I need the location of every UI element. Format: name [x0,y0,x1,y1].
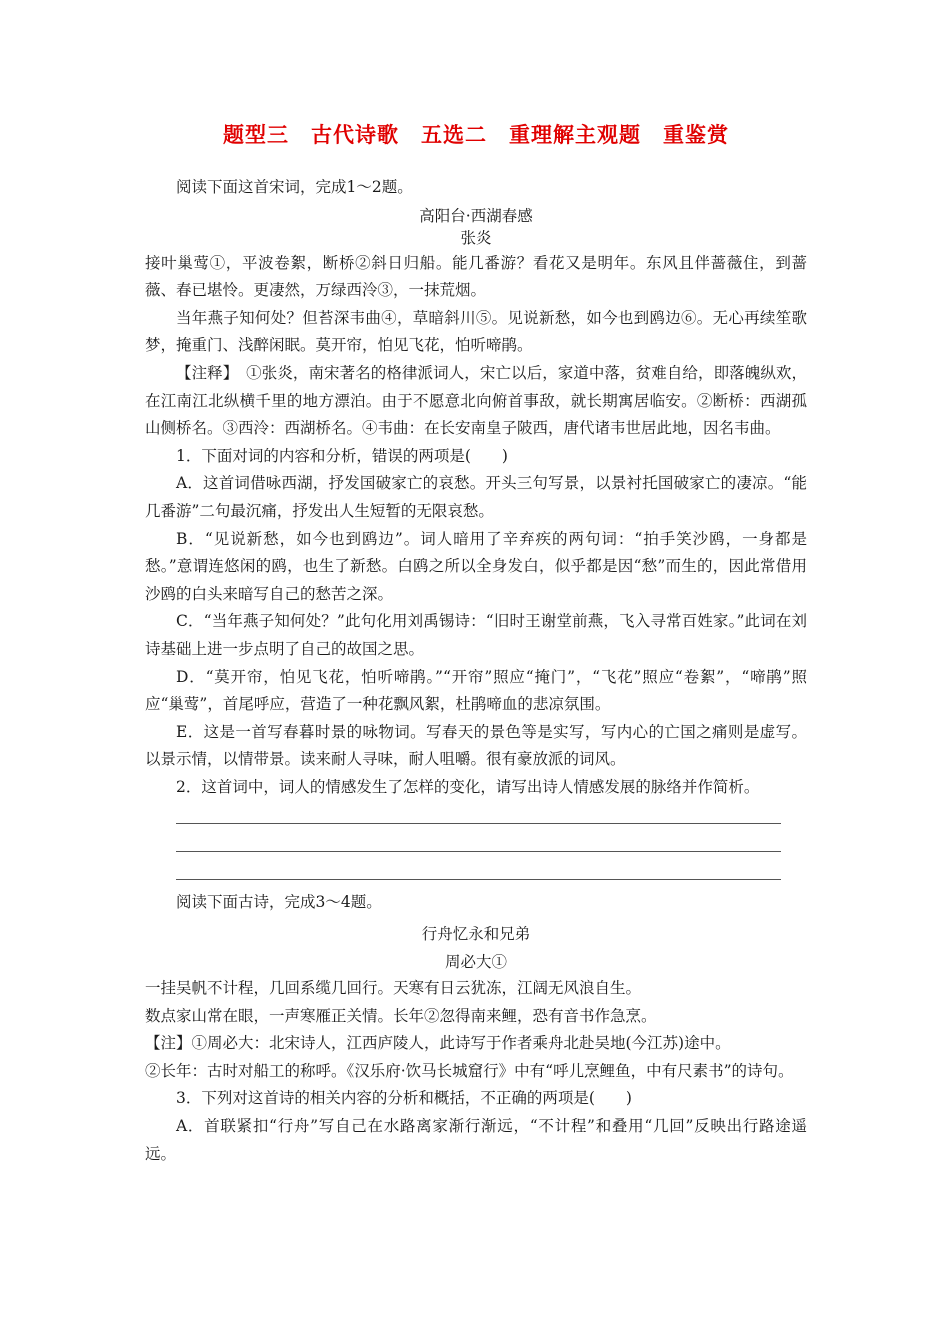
question-1-option-c: C．“当年燕子知何处？”此句化用刘禹锡诗：“旧时王谢堂前燕，飞入寻常百姓家。”此词在刘诗基础上进一步点明了自己的故国之思。 [145,612,807,658]
answer-line-3[interactable] [145,857,807,885]
poem2-author: 周必大① [444,953,507,972]
answer-line-1[interactable] [145,801,807,829]
answer-line-2[interactable] [145,829,807,857]
question-1-option-a: A．这首词借咏西湖，抒发国破家亡的哀愁。开头三句写景，以景衬托国破家亡的凄凉。“能几番游”二句最沉痛，抒发出人生短暂的无限哀愁。 [145,474,807,520]
poem2-line1: 一挂吴帆不计程，几回系缆几回行。天寒有日云犹冻，江阔无风浪自生。 [145,979,642,998]
poem2-note1: 【注】①周必大：北宋诗人，江西庐陵人，此诗写于作者乘舟北赴吴地(今江苏)途中。 [145,1034,731,1053]
poem1-stanza1: 接叶巢莺①，平波卷絮，断桥②斜日归船。能几番游？看花又是明年。东风且伴蔷薇住，到蔷薇、春已堪怜。更凄然，万绿西泠③，一抹荒烟。 [145,253,807,300]
poem1-stanza2: 当年燕子知何处？但苔深韦曲④，草暗斜川⑤。见说新愁，如今也到鸥边⑥。无心再续笙歌梦，掩重门、浅醉闲眠。莫开帘，怕见飞花，怕听啼鹃。 [145,308,807,355]
section1-intro: 阅读下面这首宋词，完成1～2题。 [176,178,413,196]
poem1-title: 高阳台·西湖春感 [419,206,533,225]
question-3-option-a: A．首联紧扣“行舟”写自己在水路离家渐行渐远，“不计程”和叠用“几回”反映出行路途遥远。 [145,1117,807,1163]
page-title: 题型三 古代诗歌 五选二 重理解主观题 重鉴赏 [223,122,729,147]
poem2-line2: 数点家山常在眼，一声寒雁正关情。长年②忽得南来鲤，恐有音书作急烹。 [145,1006,657,1025]
document-page [145,118,807,1168]
poem1-author: 张炎 [460,228,492,247]
poem2-note2: ②长年：古时对船工的称呼。《汉乐府·饮马长城窟行》中有“呼儿烹鲤鱼，中有尺素书”的诗句。 [145,1061,794,1080]
poem2-title: 行舟忆永和兄弟 [421,925,531,944]
question-1: 1．下面对词的内容和分析，错误的两项是( ) [176,446,508,465]
poem1-note: 【注释】 ①张炎，南宋著名的格律派词人，宋亡以后，家道中落，贫难自给，即落魄纵欢，在江南江北纵横千里的地方漂泊。由于不愿意北向俯首事敌，就长期寓居临安。②断桥：西湖孤山侧桥名。③西泠：西湖桥名。④韦曲：在长安南皇子陂西，唐代诸韦世居此地，因名韦曲。 [145,363,807,438]
question-1-option-e: E．这是一首写春暮时景的咏物词。写春天的景色等是实写，写内心的亡国之痛则是虚写。以景示情，以情带景。读来耐人寻味，耐人咀嚼。很有豪放派的词风。 [145,722,807,769]
question-1-option-d: D．“莫开帘，怕见飞花，怕听啼鹃。”“开帘”照应“掩门”，“飞花”照应“卷絮”，“啼鹃”照应“巢莺”，首尾呼应，营造了一种花飘风絮，杜鹃啼血的悲凉氛围。 [145,667,807,714]
section2-intro: 阅读下面古诗，完成3～4题。 [176,893,382,912]
question-1-option-b: B．“见说新愁，如今也到鸥边”。词人暗用了辛弃疾的两句词：“拍手笑沙鸥，一身都是愁。”意谓连悠闲的鸥，也生了新愁。白鸥之所以全身发白，似乎都是因“愁”而生的，因此常借用沙鸥的白头来暗写自己的愁苦之深。 [145,529,807,603]
question-3: 3．下列对这首诗的相关内容的分析和概括，不正确的两项是( ) [176,1089,632,1108]
question-2: 2．这首词中，词人的情感发生了怎样的变化，请写出诗人情感发展的脉络并作简析。 [176,777,760,796]
